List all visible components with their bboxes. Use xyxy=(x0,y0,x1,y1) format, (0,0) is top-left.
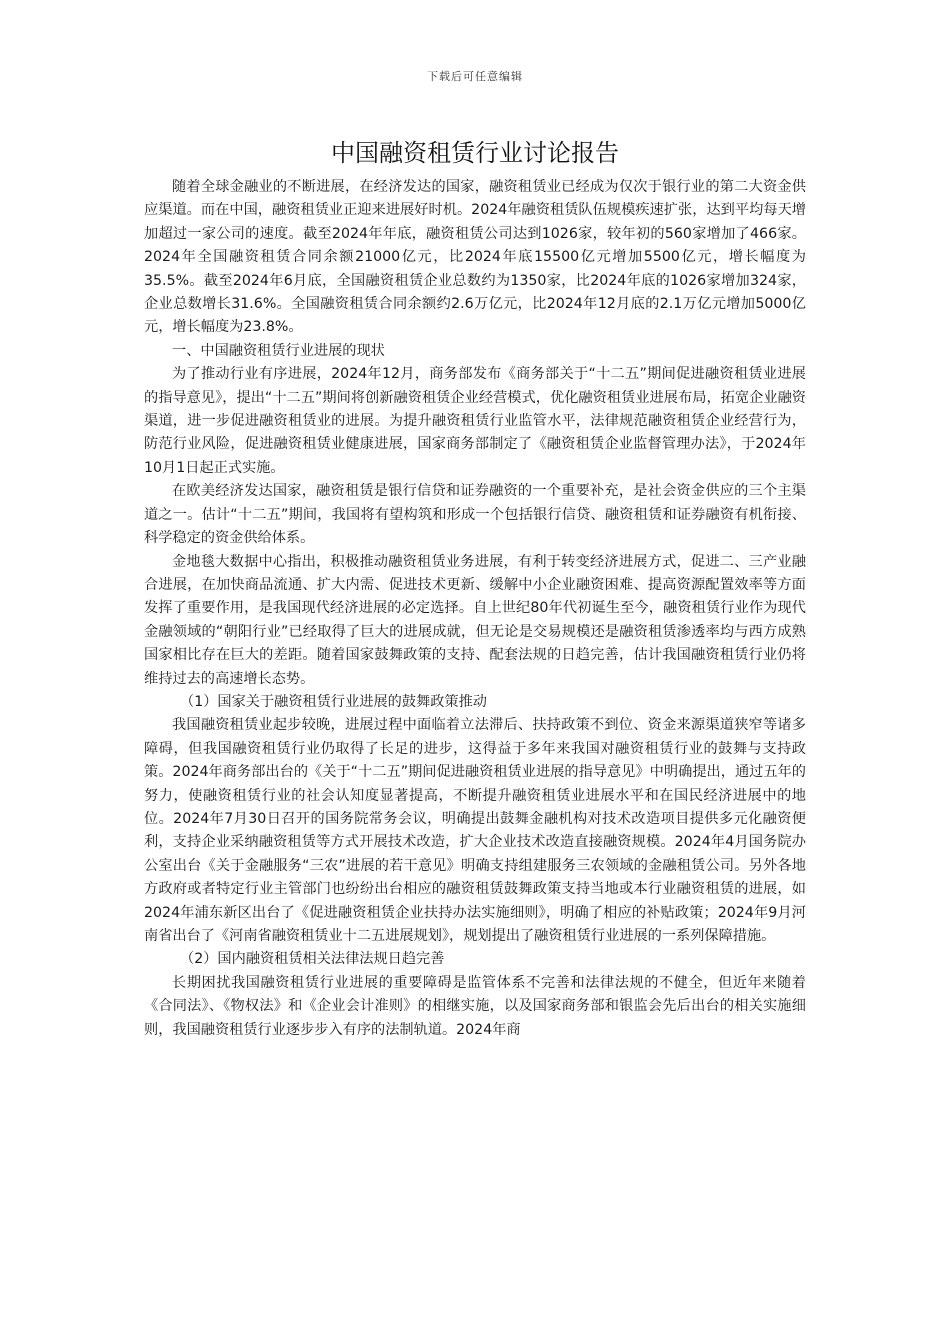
paragraph-data-center: 金地毯大数据中心指出，积极推动融资租赁业务进展，有利于转变经济进展方式，促进二、三产业融合进展，在加快商品流通、扩大内需、促进技术更新、缓解中小企业融资困难、提高资源配置效率等方面发挥了重要作用，是我国现代经济进展的必定选择。自上世纪80年代初诞生至今，融资租赁行业作为现代金融领域的“朝阳行业”已经取得了巨大的进展成就，但无论是交易规模还是融资租赁渗透率均与西方成熟国家相比存在巨大的差距。随着国家鼓舞政策的支持、配套法规的日趋完善，估计我国融资租赁行业仍将维持过去的高速增长态势。 xyxy=(144,553,806,687)
paragraph-encouragement-policies: 我国融资租赁业起步较晚，进展过程中面临着立法滞后、扶持政策不到位、资金来源渠道狭窄等诸多障碍，但我国融资租赁行业仍取得了长足的进步，这得益于多年来我国对融资租赁行业的鼓舞与支持政策。2024年商务部出台的《关于“十二五”期间促进融资租赁业进展的指导意见》中明确提出，通过五年的努力，使融资租赁行业的社会认知度显著提高，不断提升融资租赁业进展水平和在国民经济进展中的地位。2024年7月30日召开的国务院常务会议，明确提出鼓舞金融机构对技术改造项目提供多元化融资便利，支持企业采纳融资租赁等方式开展技术改造，扩大企业技术改造直接融资规模。2024年4月国务院办公室出台《关于金融服务“三农”进展的若干意见》明确支持组建服务三农领域的金融租赁公司。另外各地方政府或者特定行业主管部门也纷纷出台相应的融资租赁鼓舞政策支持当地或本行业融资租赁的进展，如2024年浦东新区出台了《促进融资租赁企业扶持办法实施细则》，明确了相应的补贴政策；2024年9月河南省出台了《河南省融资租赁业十二五进展规划》，规划提出了融资租赁行业进展的一系列保障措施。 xyxy=(144,717,806,944)
subsection-heading-1: （1）国家关于融资租赁行业进展的鼓舞政策推动 xyxy=(180,693,487,710)
paragraph-western-comparison: 在欧美经济发达国家，融资租赁是银行信贷和证券融资的一个重要补充，是社会资金供应的三个主渠道之一。估计“十二五”期间，我国将有望构筑和形成一个包括银行信贷、融资租赁和证券融资有机衔接、科学稳定的资金供给体系。 xyxy=(144,483,806,547)
page-header-note: 下载后可任意编辑 xyxy=(427,70,523,83)
paragraph-intro: 随着全球金融业的不断进展，在经济发达的国家，融资租赁业已经成为仅次于银行业的第二大资金供应渠道。而在中国，融资租赁业正迎来进展好时机。2024年融资租赁队伍规模疾速扩张，达到平均每天增加超过一家公司的速度。截至2024年年底，融资租赁公司达到1026家，较年初的560家增加了466家。2024年全国融资租赁合同余额21000亿元，比2024年底15500亿元增加5500亿元，增长幅度为35.5%。截至2024年6月底，全国融资租赁企业总数约为1350家，比2024年底的1026家增加324家，企业总数增长31.6%。全国融资租赁合同余额约2.6万亿元，比2024年12月底的2.1万亿元增加5000亿元，增长幅度为23.8%。 xyxy=(144,179,806,336)
paragraph-policy-guidance: 为了推动行业有序进展，2024年12月，商务部发布《商务部关于“十二五”期间促进融资租赁业进展的指导意见》，提出“十二五”期间将创新融资租赁企业经营模式，优化融资租赁业进展布局，拓宽企业融资渠道，进一步促进融资租赁业的进展。为提升融资租赁行业监管水平，法律规范融资租赁企业经营行为，防范行业风险，促进融资租赁业健康进展，国家商务部制定了《融资租赁企业监督管理办法》，于2024年10月1日起正式实施。 xyxy=(144,366,806,476)
section-heading-1: 一、中国融资租赁行业进展的现状 xyxy=(172,342,385,359)
paragraph-legal-framework: 长期困扰我国融资租赁行业进展的重要障碍是监管体系不完善和法律法规的不健全，但近年来随着《合同法》、《物权法》和《企业会计准则》的相继实施，以及国家商务部和银监会先后出台的相关实施细则，我国融资租赁行业逐步步入有序的法制轨道。2024年商 xyxy=(144,974,806,1038)
subsection-heading-2: （2）国内融资租赁相关法律法规日趋完善 xyxy=(180,951,445,968)
document-body xyxy=(144,176,806,1042)
document-title: 中国融资租赁行业讨论报告 xyxy=(331,139,619,167)
